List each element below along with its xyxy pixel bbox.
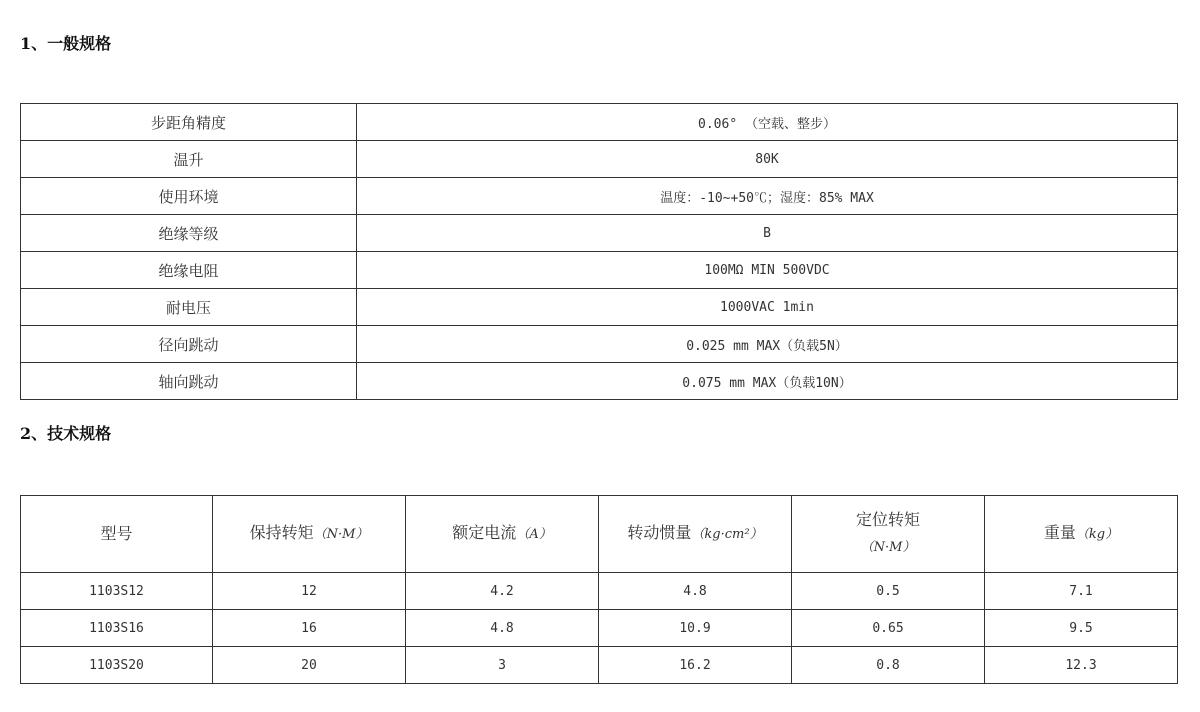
header-label: 额定电流 bbox=[452, 523, 517, 542]
cell-rated-current: 4.8 bbox=[406, 610, 599, 647]
spec-label: 径向跳动 bbox=[21, 326, 357, 363]
column-header-holding-torque bbox=[213, 496, 406, 573]
cell-weight: 7.1 bbox=[985, 573, 1178, 610]
cell-holding-torque: 16 bbox=[213, 610, 406, 647]
cell-model: 1103S16 bbox=[21, 610, 213, 647]
section-title-technical-specs: 2、技术规格 bbox=[20, 424, 112, 443]
spec-value: 0.075 mm MAX（负载10N） bbox=[357, 363, 1178, 400]
header-unit: （N·M） bbox=[313, 527, 369, 542]
spec-value: 80K bbox=[357, 141, 1178, 178]
technical-specs-table bbox=[20, 495, 1178, 684]
cell-model: 1103S20 bbox=[21, 647, 213, 684]
spec-label: 绝缘电阻 bbox=[21, 252, 357, 289]
cell-holding-torque: 12 bbox=[213, 573, 406, 610]
cell-rotor-inertia: 10.9 bbox=[599, 610, 792, 647]
column-header-rated-current bbox=[406, 496, 599, 573]
cell-weight: 9.5 bbox=[985, 610, 1178, 647]
table-row bbox=[21, 178, 1178, 215]
cell-rated-current: 3 bbox=[406, 647, 599, 684]
spec-label: 绝缘等级 bbox=[21, 215, 357, 252]
table-row bbox=[21, 326, 1178, 363]
spec-label: 步距角精度 bbox=[21, 104, 357, 141]
header-unit: （A） bbox=[516, 527, 552, 542]
table-header-row bbox=[21, 496, 1178, 573]
spec-label: 使用环境 bbox=[21, 178, 357, 215]
cell-detent-torque: 0.65 bbox=[792, 610, 985, 647]
column-header-detent-torque bbox=[792, 496, 985, 573]
table-row bbox=[21, 289, 1178, 326]
spec-value: 0.025 mm MAX（负载5N） bbox=[357, 326, 1178, 363]
header-label: 保持转矩 bbox=[249, 523, 314, 542]
header-label: 型号 bbox=[100, 524, 133, 543]
table-row bbox=[21, 252, 1178, 289]
general-specs-table bbox=[20, 103, 1178, 400]
table-row bbox=[21, 141, 1178, 178]
spec-label: 温升 bbox=[21, 141, 357, 178]
table-row bbox=[21, 363, 1178, 400]
header-unit: （kg） bbox=[1075, 527, 1119, 542]
spec-value: 1000VAC 1min bbox=[357, 289, 1178, 326]
header-label: 定位转矩 bbox=[855, 510, 920, 529]
spec-label: 耐电压 bbox=[21, 289, 357, 326]
cell-weight: 12.3 bbox=[985, 647, 1178, 684]
section-title-general-specs: 1、一般规格 bbox=[20, 34, 112, 53]
spec-value: 100MΩ MIN 500VDC bbox=[357, 252, 1178, 289]
header-unit: （N·M） bbox=[860, 540, 916, 555]
spec-value: 温度：-10~+50℃；湿度：85% MAX bbox=[357, 178, 1178, 215]
column-header-weight bbox=[985, 496, 1178, 573]
table-row bbox=[21, 647, 1178, 684]
spec-value: B bbox=[357, 215, 1178, 252]
spec-value: 0.06° （空载、整步） bbox=[357, 104, 1178, 141]
table-row bbox=[21, 610, 1178, 647]
column-header-rotor-inertia bbox=[599, 496, 792, 573]
cell-detent-torque: 0.8 bbox=[792, 647, 985, 684]
table-row bbox=[21, 573, 1178, 610]
cell-rated-current: 4.2 bbox=[406, 573, 599, 610]
cell-model: 1103S12 bbox=[21, 573, 213, 610]
table-row bbox=[21, 215, 1178, 252]
cell-detent-torque: 0.5 bbox=[792, 573, 985, 610]
cell-rotor-inertia: 16.2 bbox=[599, 647, 792, 684]
column-header-model bbox=[21, 496, 213, 573]
cell-rotor-inertia: 4.8 bbox=[599, 573, 792, 610]
header-label: 转动惯量 bbox=[627, 523, 692, 542]
header-label: 重量 bbox=[1043, 523, 1076, 542]
cell-holding-torque: 20 bbox=[213, 647, 406, 684]
header-unit: （kg·cm²） bbox=[691, 527, 763, 542]
spec-label: 轴向跳动 bbox=[21, 363, 357, 400]
table-row bbox=[21, 104, 1178, 141]
